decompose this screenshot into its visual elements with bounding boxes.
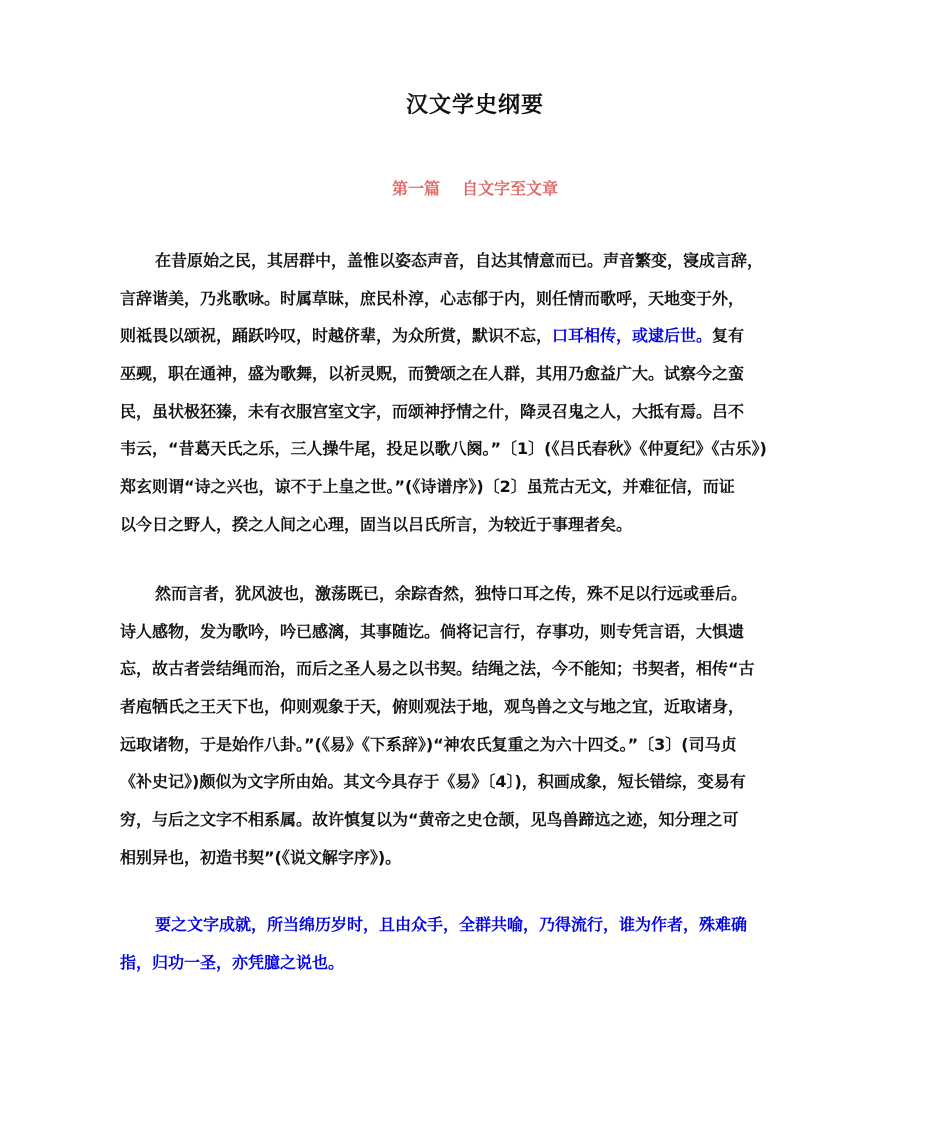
text-line: 忘，故古者尝结绳而治，而后之圣人易之以书契。结绳之法，今不能知；书契者，相传“古: [120, 659, 755, 679]
text-run: 复有: [712, 326, 745, 346]
text-line: 者庖牺氏之王天下也，仰则观象于天，俯则观法于地，观鸟兽之文与地之宜，近取诸身，: [120, 697, 745, 717]
text-line: 巫觋，职在通神，盛为歌舞，以祈灵贶，而赞颂之在人群，其用乃愈益广大。试察今之蛮: [120, 364, 745, 384]
text-line: 韦云，“昔葛天氏之乐，三人操牛尾，投足以歌八阕。”〔1〕(《吕氏春秋》《仲夏纪》《古乐》): [120, 439, 767, 459]
paragraph-1: [120, 242, 832, 544]
paragraph-3: [120, 906, 832, 981]
text-line: 要之文字成就，所当绵历岁时，且由众手，全群共喻，乃得流行，谁为作者，殊难确: [155, 915, 748, 934]
text-line: 以今日之野人，揆之人间之心理，固当以吕氏所言，为较近于事理者矣。: [120, 514, 633, 534]
text-line: 指，归功一圣，亦凭臆之说也。: [120, 952, 345, 972]
text-line: 相别异也，初造书契”(《说文解字序》)。: [120, 847, 402, 867]
text-run: 则祗畏以颂祝，踊跃吟叹，时越侪辈，为众所赏，默识不忘，: [120, 326, 553, 346]
text-line: 远取诸物，于是始作八卦。”(《易》《下系辞》)“神农氏复重之为六十四爻。”〔3〕(司马贞: [120, 734, 737, 754]
paragraph-2: [120, 575, 832, 877]
highlighted-phrase: 口耳相传，或逮后世。: [552, 326, 713, 346]
text-line: 诗人感物，发为歌吟，吟已感漓，其事随讫。倘将记言行，存事功，则专凭言语，大惧遗: [120, 621, 745, 641]
text-line: 穷，与后之文字不相系属。故许慎复以为“黄帝之史仓颉，见鸟兽蹄迒之迹，知分理之可: [120, 810, 739, 830]
text-line: [120, 317, 832, 355]
chapter-number: 第一篇: [391, 179, 440, 198]
text-line: 在昔原始之民，其居群中，盖惟以姿态声音，自达其情意而已。声音繁变，寖成言辞，: [155, 251, 764, 270]
text-line: 郑玄则谓“诗之兴也，谅不于上皇之世。”(《诗谱序》)〔2〕虽荒古无文，并难征信，而证: [120, 477, 735, 497]
chapter-heading: [0, 176, 950, 199]
text-line: 民，虽状极狉獉，未有衣服宫室文字，而颂神抒情之什，降灵召鬼之人，大抵有焉。吕不: [120, 401, 745, 421]
document-title: 汉文学史纲要: [405, 93, 544, 118]
text-line: 《补史记》)颇似为文字所由始。其文今具存于《易》〔4〕)，积画成象，短长错综，变易有: [120, 772, 746, 792]
text-line: 然而言者，犹风波也，激荡既已，余踪杳然，独恃口耳之传，殊不足以行远或垂后。: [155, 584, 748, 603]
text-line: 言辞谐美，乃兆歌咏。时属草昧，庶民朴淳，心志郁于内，则任情而歌呼，天地变于外，: [120, 288, 745, 308]
chapter-name: 自文字至文章: [462, 179, 559, 198]
